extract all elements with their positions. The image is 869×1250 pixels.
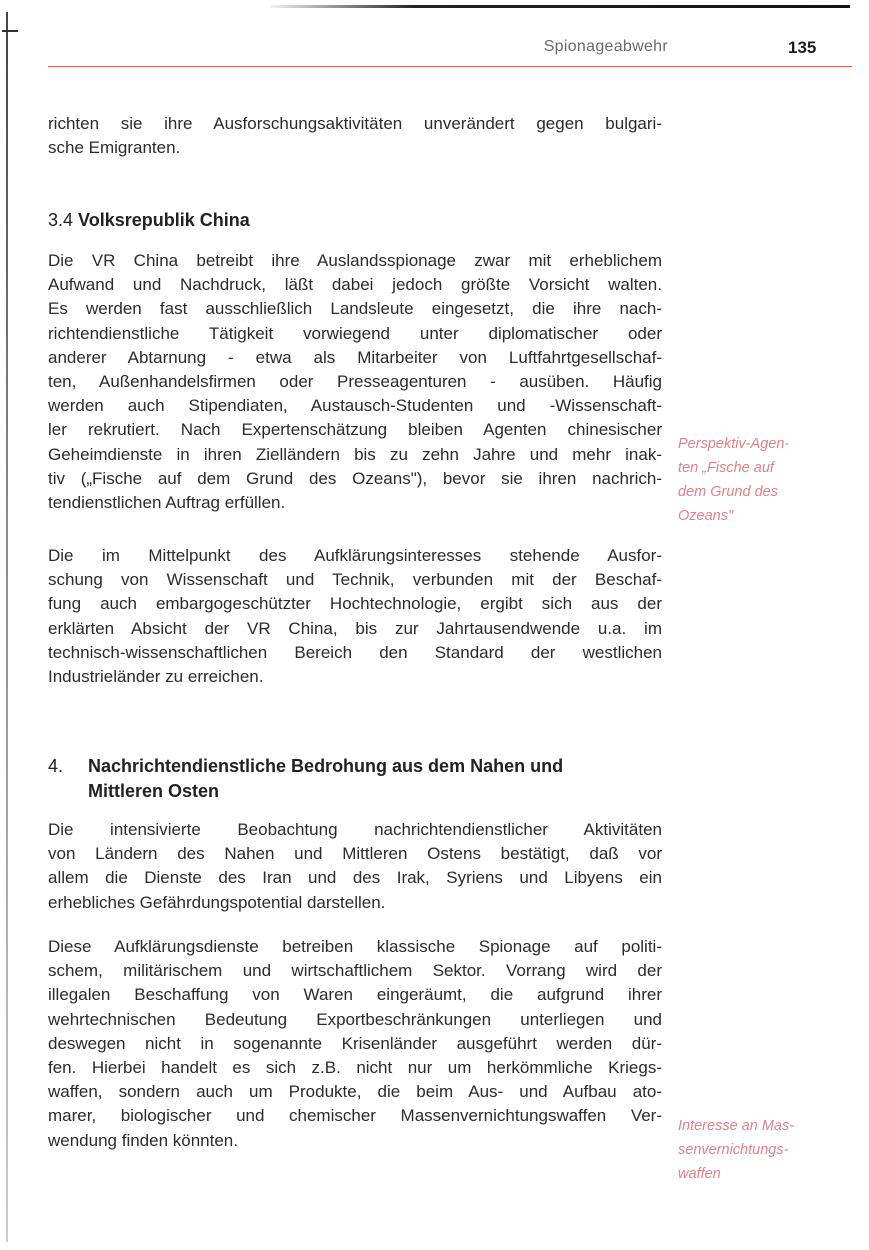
section-number: 3.4 bbox=[48, 210, 74, 230]
text-line: Geheimdienste in ihren Zielländern bis zu zehn Jahre und mehr inak- bbox=[48, 444, 662, 464]
text-line: von Ländern des Nahen und Mittleren Ostens bestätigt, daß vor bbox=[48, 844, 662, 864]
header-rule bbox=[48, 66, 852, 67]
section-number: 4. bbox=[48, 756, 64, 776]
text-line: Die intensivierte Beobachtung nachrichtendienstlicher Aktivitäten bbox=[48, 820, 662, 839]
middle-east-paragraph-1 bbox=[48, 818, 662, 915]
text-line: fung auch embargogeschützter Hochtechnologie, ergibt sich aus der bbox=[48, 594, 662, 614]
margin-note-perspektiv-agenten bbox=[678, 432, 789, 528]
title-line: Nachrichtendienstliche Bedrohung aus dem Nahen und bbox=[88, 756, 564, 776]
text-line: Aufwand und Nachdruck, läßt dabei jedoch größte Vorsicht walten. bbox=[48, 275, 662, 295]
text-line: marer, biologischer und chemischer Massenvernichtungswaffen Ver- bbox=[48, 1106, 662, 1126]
text-line: fen. Hierbei handelt es sich z.B. nicht nur um herkömmliche Kriegs- bbox=[48, 1058, 662, 1078]
text-line: richten sie ihre Ausforschungsaktivitäten unverändert gegen bulgari- bbox=[48, 114, 662, 133]
china-paragraph-1 bbox=[48, 249, 662, 515]
text-line: waffen, sondern auch um Produkte, die beim Aus- und Aufbau ato- bbox=[48, 1082, 662, 1102]
china-paragraph-2 bbox=[48, 544, 662, 689]
note-line: Perspektiv-Agen- bbox=[678, 436, 790, 452]
text-line: schung von Wissenschaft und Technik, verbunden mit der Beschaf- bbox=[48, 570, 662, 590]
text-line: werden auch Stipendiaten, Austausch-Studenten und -Wissenschaft- bbox=[48, 396, 662, 416]
intro-paragraph bbox=[48, 112, 662, 160]
text-line: Es werden fast ausschließlich Landsleute eingesetzt, die ihre nach- bbox=[48, 299, 662, 319]
text-line: anderer Abtarnung - etwa als Mitarbeiter von Luftfahrtgesellschaf- bbox=[48, 347, 662, 367]
text-line: wendung finden könnten. bbox=[48, 1130, 238, 1150]
text-line: allem die Dienste des Iran und des Irak, Syriens und Libyens ein bbox=[48, 868, 662, 888]
scan-top-edge bbox=[270, 5, 850, 8]
note-line: Interesse an Mas- bbox=[678, 1118, 795, 1134]
note-line: waffen bbox=[678, 1166, 721, 1182]
section-heading-3-4 bbox=[48, 210, 250, 231]
scan-left-edge bbox=[6, 12, 8, 1242]
scan-left-tick bbox=[2, 30, 18, 32]
text-line: richtendienstliche Tätigkeit vorwiegend unter diplomatischer oder bbox=[48, 323, 662, 343]
running-head: Spionageabwehr bbox=[543, 38, 668, 55]
page-number: 135 bbox=[788, 38, 817, 57]
text-line: ler rekrutiert. Nach Expertenschätzung bleiben Agenten chinesischer bbox=[48, 420, 662, 440]
note-line: ten „Fische auf bbox=[678, 460, 774, 476]
text-line: wehrtechnischen Bedeutung Exportbeschränkungen unterliegen und bbox=[48, 1009, 662, 1029]
note-line: senvernichtungs- bbox=[678, 1142, 789, 1158]
note-line: Ozeans" bbox=[678, 508, 734, 524]
middle-east-paragraph-2 bbox=[48, 935, 662, 1153]
text-line: tendienstlichen Auftrag erfüllen. bbox=[48, 493, 286, 513]
text-line: tiv („Fische auf dem Grund des Ozeans"), bevor sie ihren nachrich- bbox=[48, 468, 662, 488]
section-title: Volksrepublik China bbox=[78, 210, 250, 230]
text-line: erhebliches Gefährdungspotential darstellen. bbox=[48, 892, 386, 912]
text-line: ten, Außenhandelsfirmen oder Presseagenturen - ausüben. Häufig bbox=[48, 372, 662, 392]
margin-note-massenvernichtungswaffen bbox=[678, 1114, 794, 1186]
text-line: deswegen nicht in sogenannte Krisenländer ausgeführt werden dür- bbox=[48, 1033, 662, 1053]
text-line: sche Emigranten. bbox=[48, 138, 181, 158]
note-line: dem Grund des bbox=[678, 484, 778, 500]
section-title bbox=[88, 754, 668, 804]
text-line: Industrieländer zu erreichen. bbox=[48, 667, 264, 687]
title-line: Mittleren Osten bbox=[88, 781, 220, 801]
text-line: illegalen Beschaffung von Waren eingeräumt, die aufgrund ihrer bbox=[48, 985, 662, 1005]
text-line: Die im Mittelpunkt des Aufklärungsinteresses stehende Ausfor- bbox=[48, 546, 662, 565]
text-line: schem, militärischem und wirtschaftlichem Sektor. Vorrang wird der bbox=[48, 961, 662, 981]
text-line: technisch-wissenschaftlichen Bereich den Standard der westlichen bbox=[48, 642, 662, 662]
text-line: erklärten Absicht der VR China, bis zur Jahrtausendwende u.a. im bbox=[48, 618, 662, 638]
text-line: Diese Aufklärungsdienste betreiben klassische Spionage auf politi- bbox=[48, 937, 662, 956]
text-line: Die VR China betreibt ihre Auslandsspionage zwar mit erheblichem bbox=[48, 251, 662, 270]
